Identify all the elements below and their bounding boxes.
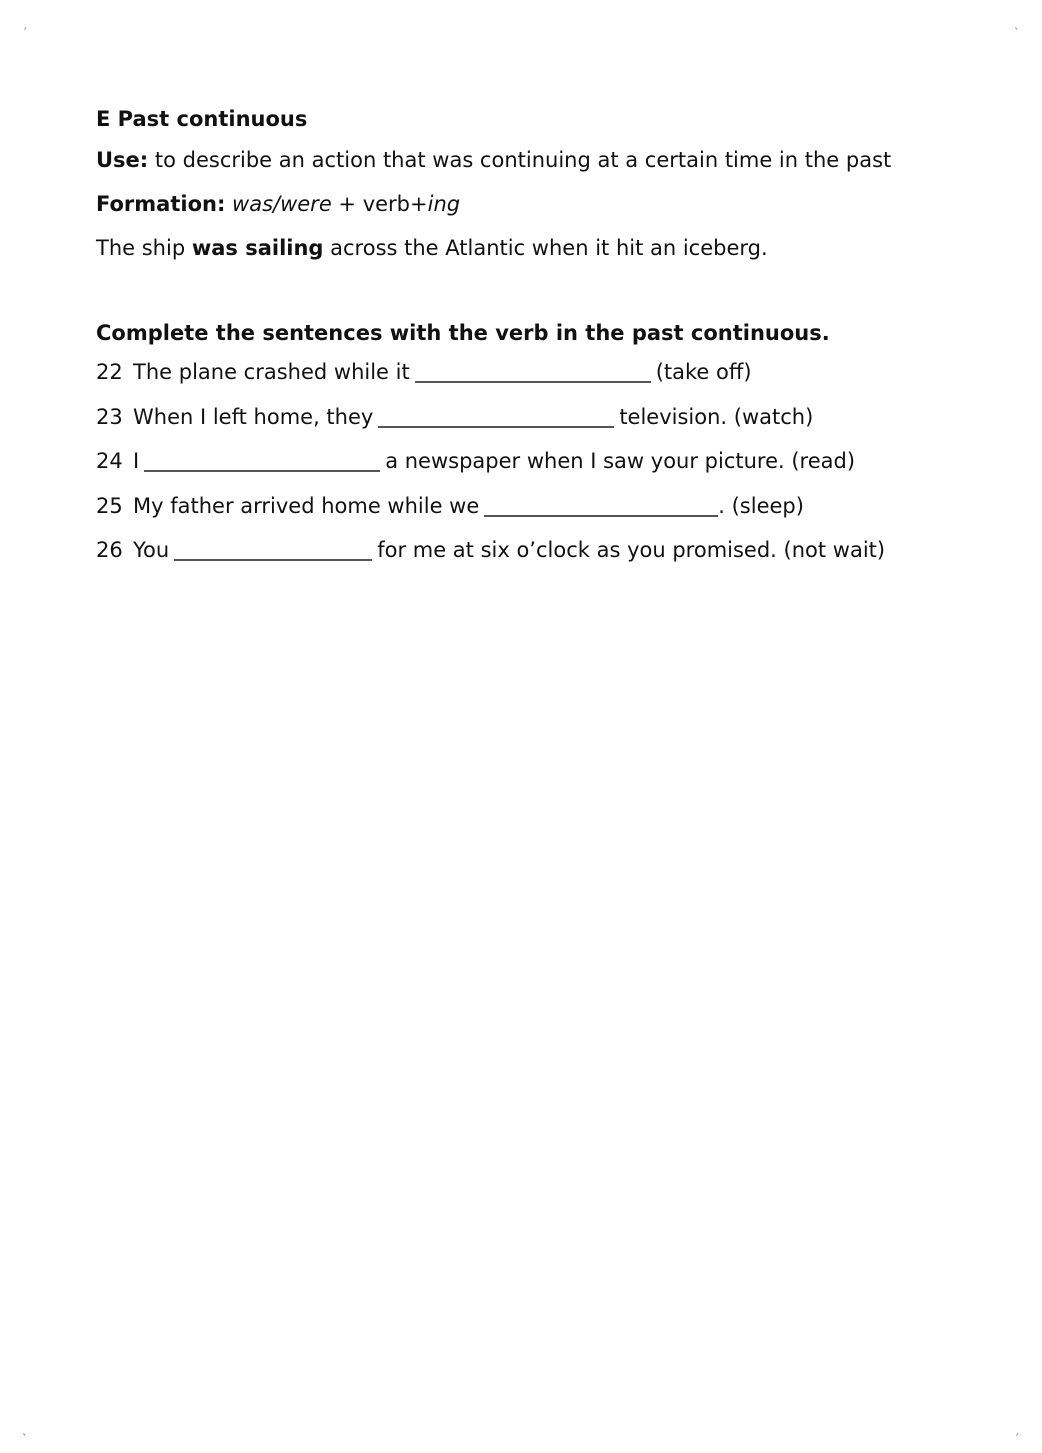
example-bold: was sailing — [191, 236, 324, 260]
item-text-after: television. (watch) — [619, 404, 814, 429]
item-number: 26 — [96, 538, 123, 562]
example-post: across the Atlantic when it hit an iceberg. — [323, 236, 768, 260]
use-paragraph — [96, 143, 936, 178]
item-number: 24 — [96, 449, 123, 473]
example-pre: The ship — [96, 236, 192, 260]
item-text-before: My father arrived home while we — [133, 493, 480, 518]
exercise-item — [96, 533, 936, 568]
item-text-before: When I left home, they — [133, 404, 374, 429]
exercise-item — [96, 444, 936, 479]
answer-blank[interactable] — [174, 537, 372, 561]
exercise-instruction: Complete the sentences with the verb in the past continuous. — [96, 321, 830, 345]
item-number: 22 — [96, 360, 123, 384]
item-text-after: . (sleep) — [718, 493, 804, 518]
formation-label: Formation: — [96, 192, 226, 216]
exercise-item — [96, 400, 936, 435]
formation-verb: + verb — [331, 192, 411, 216]
grammar-section — [96, 104, 936, 578]
crop-mark-top-right: ˎ — [1014, 17, 1020, 30]
item-text-after: (take off) — [655, 360, 752, 384]
answer-blank[interactable] — [144, 448, 380, 472]
crop-mark-bottom-left: ˎ — [22, 1423, 28, 1436]
item-text-before: You — [133, 538, 170, 562]
formation-ing: +ing — [410, 192, 461, 216]
exercise-item — [96, 489, 936, 524]
formation-was-were: was/were — [232, 192, 332, 216]
item-number: 25 — [96, 493, 123, 518]
formation-paragraph — [96, 187, 936, 222]
use-text: to describe an action that was continuing at a certain time in the past — [154, 148, 892, 172]
item-number: 23 — [96, 404, 123, 429]
crop-mark-bottom-right: ˏ — [1014, 1423, 1020, 1436]
answer-blank[interactable] — [484, 493, 718, 517]
item-text-before: I — [133, 449, 140, 473]
example-sentence — [96, 231, 936, 266]
use-label: Use: — [96, 148, 149, 172]
exercise-item — [96, 355, 936, 390]
item-text-after: for me at six o’clock as you promised. (not wait) — [377, 538, 886, 562]
section-title: E Past continuous — [96, 107, 308, 131]
crop-mark-top-left: ˏ — [22, 17, 28, 30]
item-text-after: a newspaper when I saw your picture. (read) — [385, 449, 856, 473]
answer-blank[interactable] — [415, 359, 651, 383]
answer-blank[interactable] — [378, 404, 614, 428]
item-text-before: The plane crashed while it — [133, 360, 410, 384]
